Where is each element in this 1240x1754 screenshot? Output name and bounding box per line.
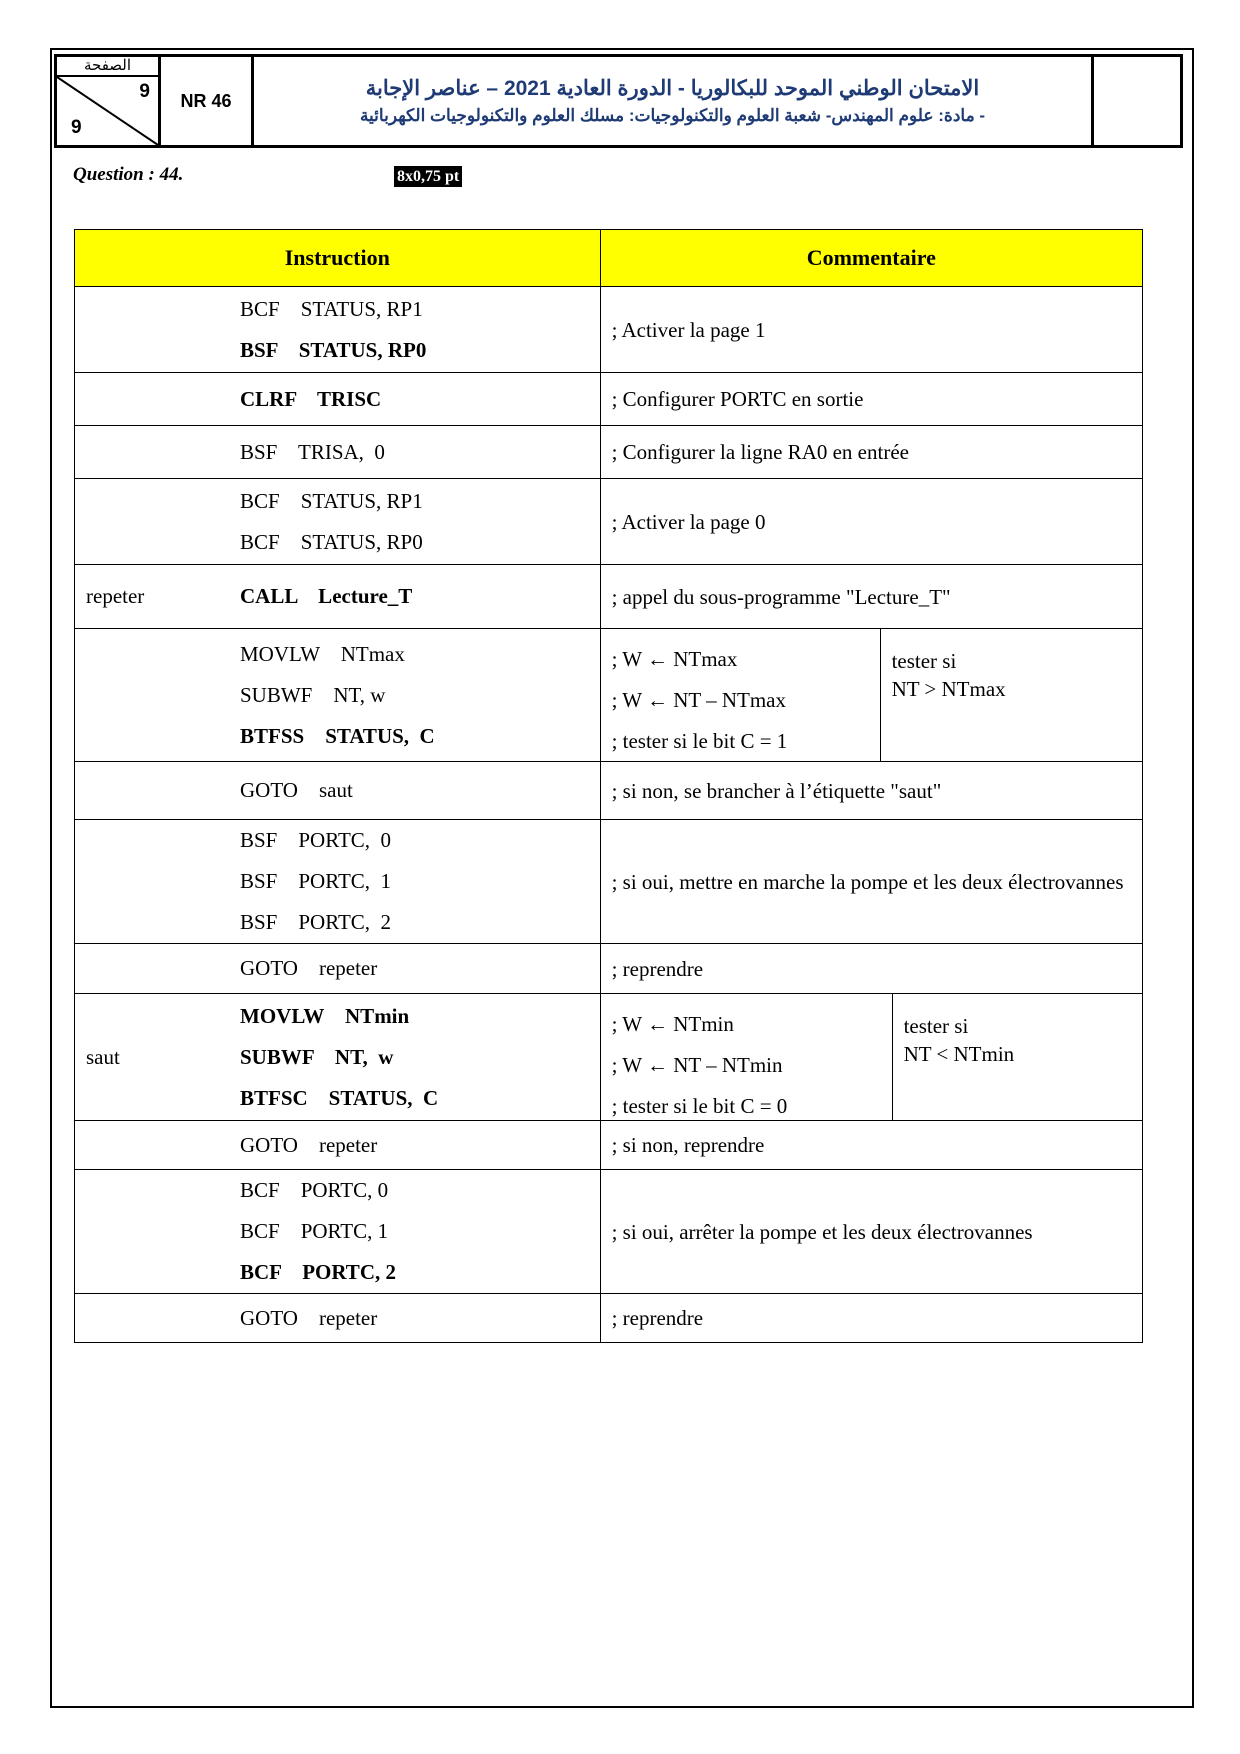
page-total: 9 bbox=[71, 117, 82, 138]
table-row bbox=[75, 373, 1143, 426]
comment-cell bbox=[600, 629, 1142, 762]
test-note-line: tester si bbox=[903, 1014, 969, 1038]
test-note-line: tester si bbox=[891, 649, 957, 673]
exam-header bbox=[54, 54, 1183, 148]
instruction-line: BCF PORTC, 1 bbox=[240, 1219, 389, 1243]
instruction-line: BSF PORTC, 1 bbox=[240, 869, 392, 893]
comment-text: ; Activer la page 0 bbox=[611, 509, 766, 534]
table-row bbox=[75, 1121, 1143, 1170]
test-note-line: NT < NTmin bbox=[903, 1042, 1015, 1066]
instruction-line: GOTO saut bbox=[240, 778, 353, 802]
instruction-cell bbox=[75, 629, 601, 762]
exam-code: NR 46 bbox=[161, 57, 254, 145]
comment-cell bbox=[600, 479, 1142, 565]
instruction-cell bbox=[75, 820, 601, 944]
instruction-cell bbox=[75, 994, 601, 1121]
instruction-cell bbox=[75, 762, 601, 820]
instruction-line: GOTO repeter bbox=[240, 1305, 378, 1330]
comment-cell bbox=[600, 287, 1142, 373]
instruction-line: BSF STATUS, RP0 bbox=[240, 337, 427, 362]
instruction-cell bbox=[75, 426, 601, 479]
comment-text: ; Activer la page 1 bbox=[611, 317, 766, 342]
table-row bbox=[75, 820, 1143, 944]
table-row bbox=[75, 762, 1143, 820]
table-row bbox=[75, 287, 1143, 373]
instruction-line: BCF STATUS, RP0 bbox=[240, 529, 423, 554]
instruction-line: CALL Lecture_T bbox=[240, 584, 413, 608]
comment-cell bbox=[600, 944, 1142, 994]
instruction-line: CLRF TRISC bbox=[240, 386, 382, 411]
instruction-cell bbox=[75, 944, 601, 994]
comment-line: ; tester si le bit C = 1 bbox=[611, 729, 788, 753]
comment-cell bbox=[600, 1121, 1142, 1170]
comment-cell bbox=[600, 1294, 1142, 1343]
exam-subject: - مادة: علوم المهندس- شعبة العلوم والتكنولوجيات: مسلك العلوم والتكنولوجيات الكهربائية bbox=[359, 106, 986, 125]
program-table bbox=[74, 229, 1143, 1343]
program-label: saut bbox=[86, 1044, 120, 1069]
instruction-line: BCF PORTC, 2 bbox=[240, 1260, 396, 1284]
table-row bbox=[75, 565, 1143, 629]
table-row bbox=[75, 1170, 1143, 1294]
comment-cell bbox=[600, 373, 1142, 426]
exam-title: الامتحان الوطني الموحد للبكالوريا - الدورة العادية 2021 – عناصر الإجابة bbox=[365, 77, 980, 100]
comment-text: ; Configurer PORTC en sortie bbox=[611, 387, 864, 411]
instruction-line: BTFSC STATUS, C bbox=[240, 1085, 439, 1110]
instruction-line: BCF STATUS, RP1 bbox=[240, 296, 423, 321]
instruction-line: GOTO repeter bbox=[240, 1132, 378, 1157]
question-label: Question : 44. bbox=[73, 164, 184, 185]
instruction-line: BSF TRISA, 0 bbox=[240, 439, 385, 464]
table-row bbox=[75, 944, 1143, 994]
blank-cell bbox=[1094, 57, 1180, 145]
page-label: الصفحة bbox=[57, 57, 158, 77]
comment-text: ; si non, reprendre bbox=[611, 1133, 765, 1157]
program-label: repeter bbox=[86, 584, 145, 608]
instruction-line: SUBWF NT, w bbox=[240, 1044, 394, 1069]
instruction-line: GOTO repeter bbox=[240, 956, 378, 980]
comment-text: ; appel du sous-programme "Lecture_T" bbox=[611, 584, 951, 609]
col-comment-header: Commentaire bbox=[600, 230, 1142, 287]
instruction-line: BCF STATUS, RP1 bbox=[240, 488, 423, 513]
instruction-line: BSF PORTC, 0 bbox=[240, 828, 392, 852]
instruction-line: MOVLW NTmax bbox=[240, 641, 405, 666]
comment-text: ; si non, se brancher à l’étiquette "saut" bbox=[611, 778, 942, 803]
instruction-cell bbox=[75, 479, 601, 565]
comment-line: ; W ← NT – NTmax bbox=[611, 688, 786, 712]
col-instruction-header: Instruction bbox=[75, 230, 601, 287]
comment-cell bbox=[600, 762, 1142, 820]
table-row bbox=[75, 426, 1143, 479]
page-current: 9 bbox=[139, 81, 150, 102]
comment-line: ; W ← NTmax bbox=[611, 647, 738, 671]
instruction-cell bbox=[75, 1170, 601, 1294]
comment-text: ; si oui, arrêter la pompe et les deux électrovannes bbox=[611, 1219, 1033, 1244]
instruction-cell bbox=[75, 287, 601, 373]
instruction-cell bbox=[75, 565, 601, 629]
comment-cell bbox=[600, 994, 1142, 1121]
table-row bbox=[75, 479, 1143, 565]
instruction-line: SUBWF NT, w bbox=[240, 682, 386, 707]
instruction-cell bbox=[75, 1294, 601, 1343]
table-row bbox=[75, 629, 1143, 762]
points-badge: 8x0,75 pt bbox=[394, 166, 462, 187]
comment-text: ; reprendre bbox=[611, 1306, 704, 1330]
comment-cell bbox=[600, 820, 1142, 944]
comment-text: ; reprendre bbox=[611, 956, 704, 981]
test-note bbox=[892, 994, 1142, 1120]
instruction-cell bbox=[75, 373, 601, 426]
test-note bbox=[880, 629, 1142, 761]
comment-text: ; Configurer la ligne RA0 en entrée bbox=[611, 440, 909, 464]
table-row bbox=[75, 994, 1143, 1121]
comment-line: ; W ← NT – NTmin bbox=[611, 1053, 783, 1077]
test-note-line: NT > NTmax bbox=[891, 677, 1006, 701]
instruction-cell bbox=[75, 1121, 601, 1170]
comment-text: ; si oui, mettre en marche la pompe et les deux électrovannes bbox=[611, 869, 1124, 894]
comment-cell bbox=[600, 1170, 1142, 1294]
comment-line: ; W ← NTmin bbox=[611, 1012, 734, 1036]
instruction-line: BCF PORTC, 0 bbox=[240, 1178, 389, 1202]
comment-cell bbox=[600, 426, 1142, 479]
page-number-box bbox=[57, 57, 161, 145]
table-row bbox=[75, 1294, 1143, 1343]
comment-cell bbox=[600, 565, 1142, 629]
exam-title-box bbox=[254, 57, 1094, 145]
instruction-line: MOVLW NTmin bbox=[240, 1003, 410, 1028]
comment-line: ; tester si le bit C = 0 bbox=[611, 1094, 788, 1118]
instruction-line: BSF PORTC, 2 bbox=[240, 910, 392, 934]
instruction-line: BTFSS STATUS, C bbox=[240, 723, 435, 748]
